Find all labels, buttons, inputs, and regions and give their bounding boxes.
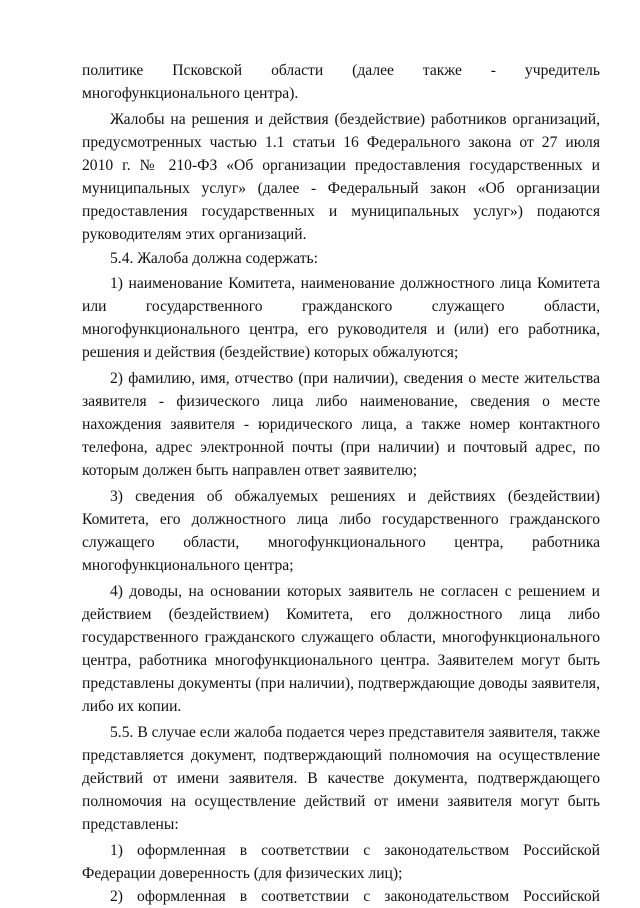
- text-line: заявителя - физического лица либо наименование, сведения о месте: [82, 393, 600, 410]
- text-line: нахождения заявителя - юридического лица, а также номер контактного: [82, 416, 600, 433]
- text-line: телефона, адрес электронной почты (при наличии) и почтовый адрес, по: [82, 439, 600, 456]
- text-line: 2) фамилию, имя, отчество (при наличии), сведения о месте жительства: [110, 370, 600, 387]
- text-line: 2010 г. № 210-ФЗ «Об организации предоставления государственных и: [82, 157, 600, 174]
- text-line: либо их копии.: [82, 698, 182, 715]
- text-line: 1) оформленная в соответствии с законодательством Российской: [110, 842, 600, 859]
- text-line: политике Псковской области (далее также - учредитель: [82, 62, 600, 79]
- text-line: действий от имени заявителя. В качестве документа, подтверждающего: [82, 770, 600, 787]
- text-line: 5.5. В случае если жалоба подается через представителя заявителя, также: [110, 724, 600, 741]
- text-line: которым должен быть направлен ответ заявителю;: [82, 462, 418, 479]
- text-line: полномочия на осуществление действий от имени заявителя могут быть: [82, 793, 600, 810]
- section-heading: 5.4. Жалоба должна содержать:: [110, 250, 318, 267]
- text-line: государственного гражданского служащего области, многофункционального: [82, 629, 600, 646]
- text-line: муниципальных услуг» (далее - Федеральный закон «Об организации: [82, 180, 600, 197]
- text-line: предоставления государственных и муниципальных услуг») подаются: [82, 203, 600, 220]
- text-line: представлены:: [82, 816, 179, 833]
- text-line: 4) доводы, на основании которых заявитель не согласен с решением и: [110, 583, 600, 600]
- text-line: Жалобы на решения и действия (бездействие) работников организаций,: [110, 111, 600, 128]
- text-line: Комитета, его должностного лица либо государственного гражданского: [82, 511, 600, 528]
- text-line: решения и действия (бездействие) которых обжалуются;: [82, 344, 459, 361]
- text-line: многофункционального центра;: [82, 557, 294, 574]
- text-line: представлены документы (при наличии), подтверждающие доводы заявителя,: [82, 675, 600, 692]
- text-line: многофункционального центра).: [82, 85, 299, 102]
- text-line: Федерации доверенность (для физических лиц);: [82, 865, 403, 882]
- text-line: центра, работника многофункционального центра. Заявителем могут быть: [82, 652, 600, 669]
- text-line: или государственного гражданского служащего области,: [82, 298, 600, 315]
- text-line: действием (бездействием) Комитета, его должностного лица либо: [82, 606, 600, 623]
- text-line: руководителям этих организаций.: [82, 226, 307, 243]
- text-line: служащего области, многофункционального центра, работника: [82, 534, 600, 551]
- text-line: 2) оформленная в соответствии с законодательством Российской: [110, 888, 600, 905]
- text-line: 1) наименование Комитета, наименование должностного лица Комитета: [110, 275, 600, 292]
- text-line: предусмотренных частью 1.1 статьи 16 Федерального закона от 27 июля: [82, 134, 600, 151]
- text-line: многофункционального центра, его руководителя и (или) его работника,: [82, 321, 600, 338]
- text-line: представляется документ, подтверждающий полномочия на осуществление: [82, 747, 600, 764]
- text-line: 3) сведения об обжалуемых решениях и действиях (бездействии): [110, 488, 600, 505]
